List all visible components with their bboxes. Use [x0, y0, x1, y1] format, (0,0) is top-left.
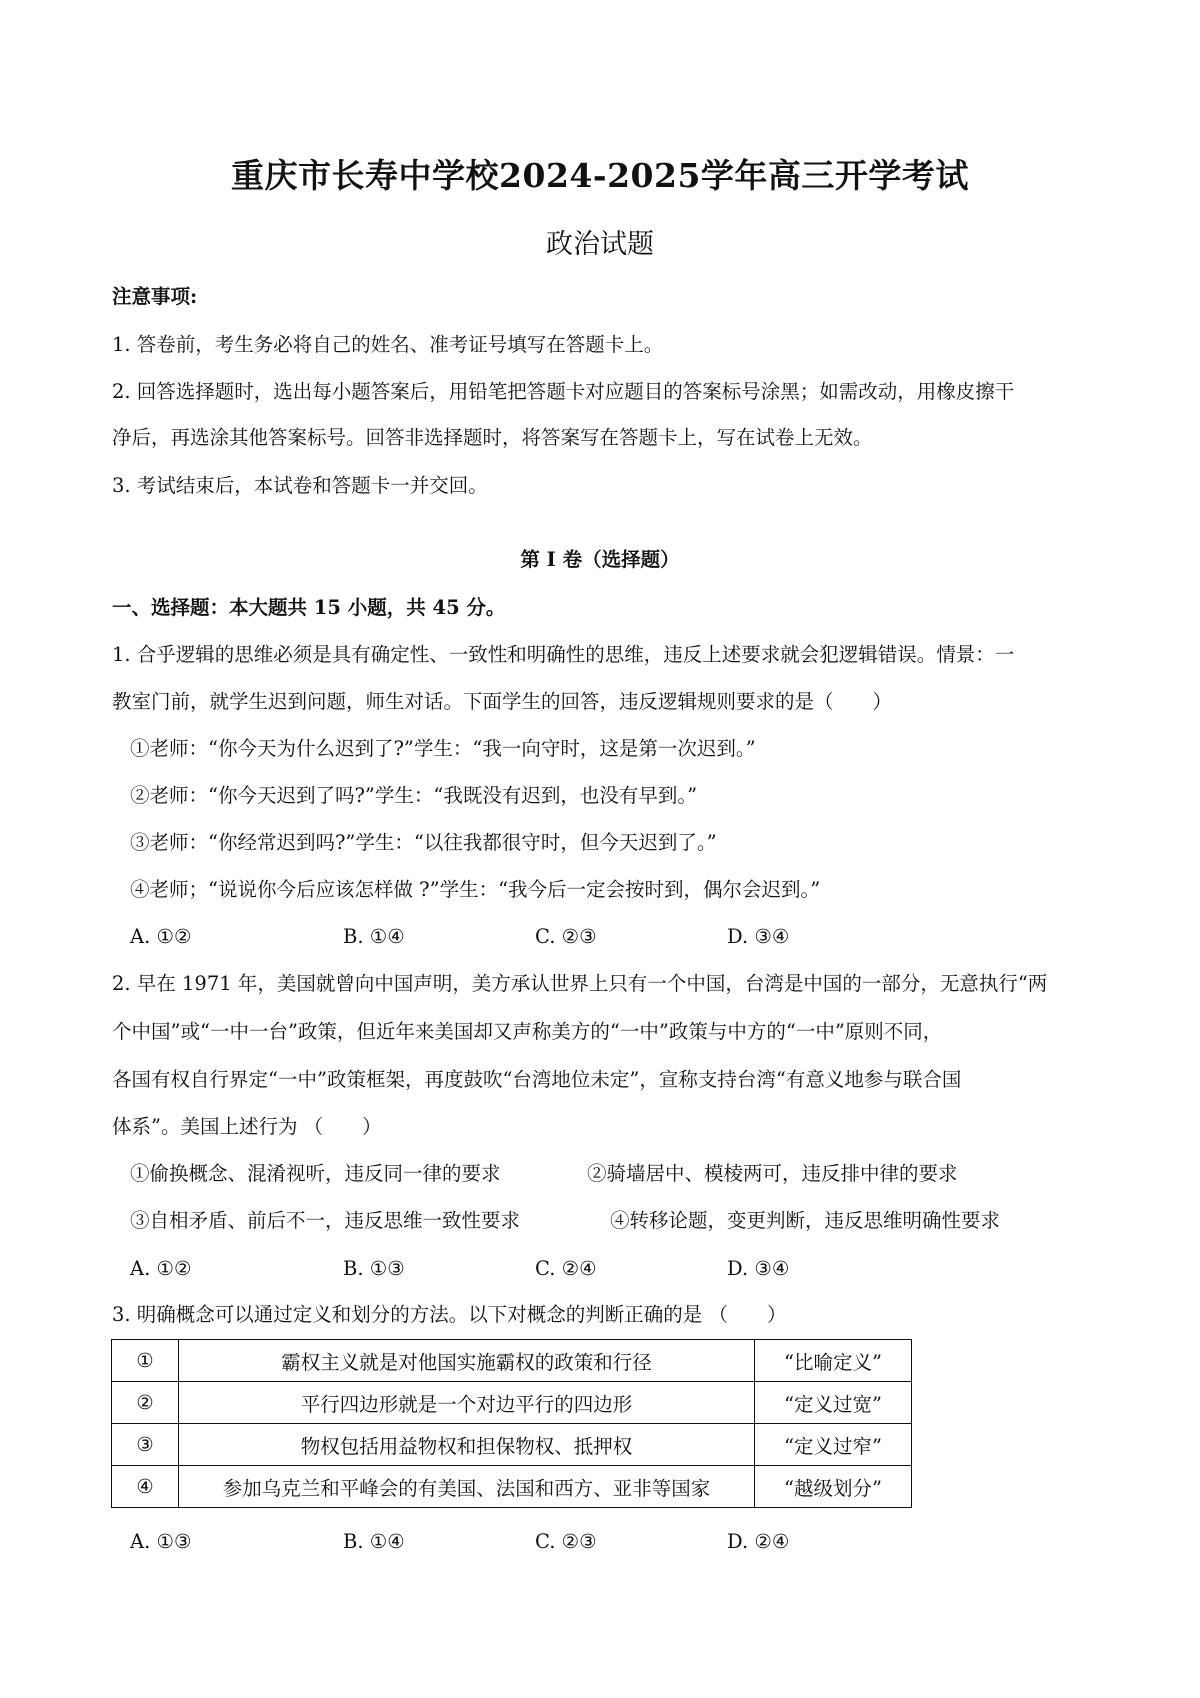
q2-option-a: A. ①② [130, 1257, 192, 1280]
notice-item-3: 3. 考试结束后，本试卷和答题卡一并交回。 [112, 474, 488, 497]
table-cell-judgement: “比喻定义” [755, 1340, 912, 1382]
table-cell-number: ② [112, 1382, 179, 1424]
q1-stem-line-2: 教室门前，就学生迟到问题，师生对话。下面学生的回答，违反逻辑规则要求的是（ ） [112, 690, 893, 713]
q2-stem-line-3: 各国有权自行界定“一中”政策框架，再度鼓吹“台湾地位未定”，宣称支持台湾“有意义地参与联合国 [112, 1068, 962, 1091]
q1-item-1: ①老师：“你今天为什么迟到了?”学生：“我一向守时，这是第一次迟到。” [130, 737, 756, 760]
q3-option-d: D. ②④ [727, 1530, 790, 1553]
exam-subtitle: 政治试题 [546, 229, 654, 260]
concept-table [111, 1339, 912, 1508]
table-cell-statement: 参加乌克兰和平峰会的有美国、法国和西方、亚非等国家 [179, 1466, 755, 1508]
table-cell-number: ④ [112, 1466, 179, 1508]
table-cell-judgement: “定义过宽” [755, 1382, 912, 1424]
q3-option-a: A. ①③ [130, 1530, 192, 1553]
section-heading: 一、选择题：本大题共 15 小题，共 45 分。 [112, 596, 506, 619]
q1-item-3: ③老师：“你经常迟到吗?”学生：“以往我都很守时，但今天迟到了。” [130, 831, 717, 854]
q1-option-c: C. ②③ [535, 925, 597, 948]
notice-item-2: 2. 回答选择题时，选出每小题答案后，用铅笔把答题卡对应题目的答案标号涂黑；如需改动，用橡皮擦干 [112, 380, 1015, 403]
q1-item-4: ④老师；“说说你今后应该怎样做 ?”学生：“我今后一定会按时到，偶尔会迟到。” [130, 878, 821, 901]
q1-option-b: B. ①④ [343, 925, 405, 948]
notice-heading: 注意事项: [112, 285, 198, 308]
table-cell-statement: 平行四边形就是一个对边平行的四边形 [179, 1382, 755, 1424]
table-row [112, 1340, 912, 1382]
q2-stem-line-2: 个中国”或“一中一台”政策，但近年来美国却又声称美方的“一中”政策与中方的“一中”原则不同， [112, 1020, 943, 1043]
table-cell-statement: 霸权主义就是对他国实施霸权的政策和行径 [179, 1340, 755, 1382]
q1-option-d: D. ③④ [727, 925, 790, 948]
q2-item-4: ④转移论题，变更判断，违反思维明确性要求 [610, 1209, 1001, 1232]
q1-option-a: A. ①② [130, 925, 192, 948]
table-row [112, 1466, 912, 1508]
q1-item-2: ②老师：“你今天迟到了吗?”学生：“我既没有迟到，也没有早到。” [130, 784, 698, 807]
q3-stem-line-1: 3. 明确概念可以通过定义和划分的方法。以下对概念的判断正确的是 （ ） [112, 1303, 787, 1326]
table-cell-judgement: “定义过窄” [755, 1424, 912, 1466]
part-title: 第 I 卷（选择题） [520, 548, 680, 571]
notice-item-1: 1. 答卷前，考生务必将自己的姓名、准考证号填写在答题卡上。 [112, 333, 664, 356]
q1-stem-line-1: 1. 合乎逻辑的思维必须是具有确定性、一致性和明确性的思维，违反上述要求就会犯逻辑错误。情景：一 [112, 643, 1015, 666]
table-row [112, 1382, 912, 1424]
notice-item-2-cont: 净后，再选涂其他答案标号。回答非选择题时，将答案写在答题卡上，写在试卷上无效。 [112, 426, 873, 449]
table-cell-statement: 物权包括用益物权和担保物权、抵押权 [179, 1424, 755, 1466]
q2-item-2: ②骑墙居中、模棱两可，违反排中律的要求 [587, 1162, 958, 1185]
q2-option-b: B. ①③ [343, 1257, 405, 1280]
q2-option-d: D. ③④ [727, 1257, 790, 1280]
q3-option-b: B. ①④ [343, 1530, 405, 1553]
table-row [112, 1424, 912, 1466]
q2-option-c: C. ②④ [535, 1257, 597, 1280]
q2-item-1: ①偷换概念、混淆视听，违反同一律的要求 [130, 1162, 501, 1185]
exam-title: 重庆市长寿中学校2024-2025学年高三开学考试 [231, 156, 969, 195]
q2-stem-line-4: 体系”。美国上述行为 （ ） [112, 1115, 382, 1138]
q2-item-3: ③自相矛盾、前后不一，违反思维一致性要求 [130, 1209, 521, 1232]
q2-stem-line-1: 2. 早在 1971 年，美国就曾向中国声明，美方承认世界上只有一个中国，台湾是中国的一部分，无意执行“两 [112, 972, 1048, 995]
q3-option-c: C. ②③ [535, 1530, 597, 1553]
table-cell-judgement: “越级划分” [755, 1466, 912, 1508]
table-cell-number: ③ [112, 1424, 179, 1466]
table-cell-number: ① [112, 1340, 179, 1382]
